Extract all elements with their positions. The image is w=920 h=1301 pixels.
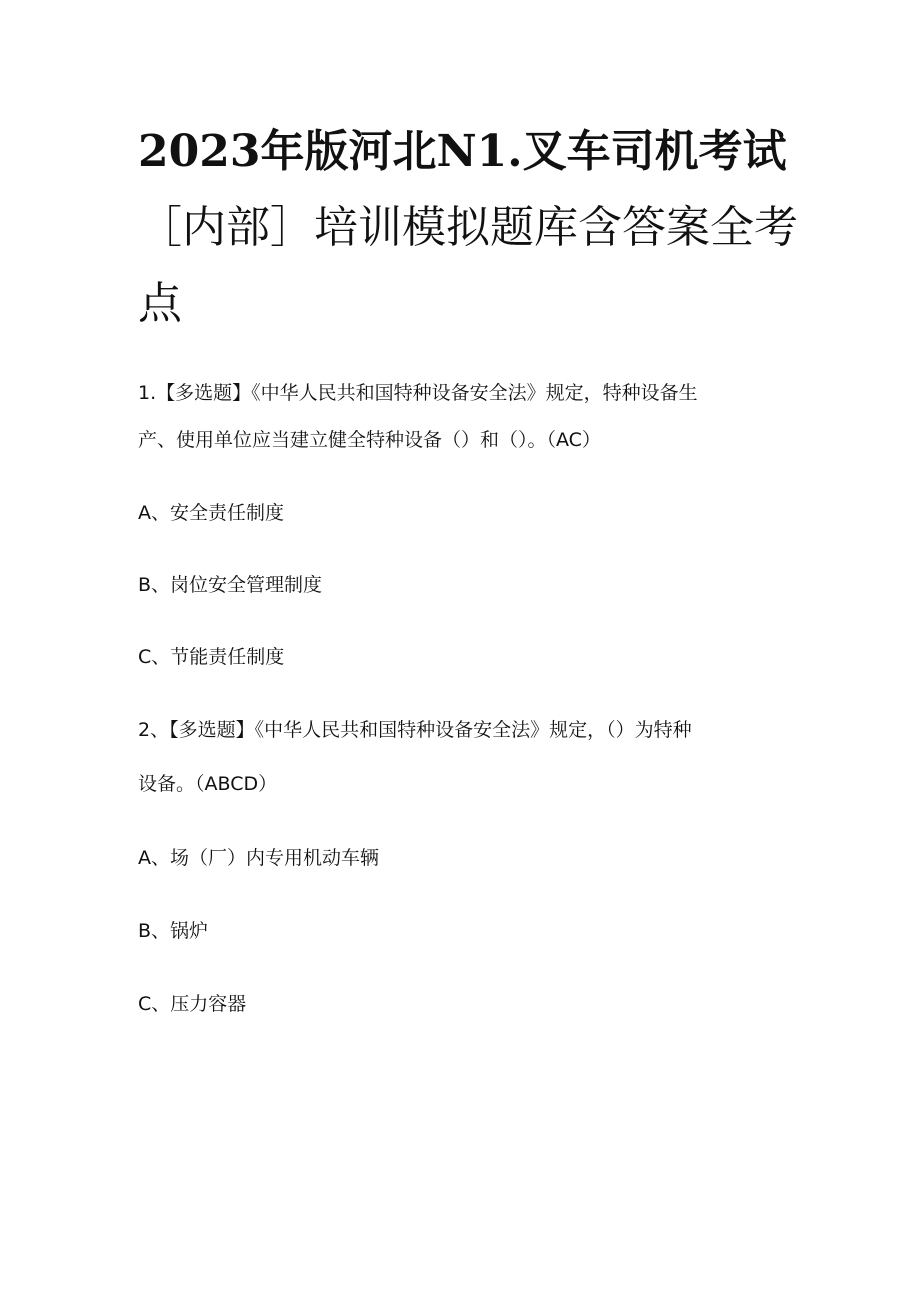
question-1-stem-line-1: 1.【多选题】《中华人民共和国特种设备安全法》规定，特种设备生 bbox=[138, 382, 698, 404]
question-2-stem-line-1: 2、【多选题】《中华人民共和国特种设备安全法》规定，（）为特种 bbox=[138, 719, 692, 741]
question-2-option-c: C、压力容器 bbox=[138, 993, 247, 1015]
question-2-option-b: B、锅炉 bbox=[138, 920, 209, 942]
title-line-2: ［内部］培训模拟题库含答案全考 bbox=[138, 202, 798, 253]
title-line-3: 点 bbox=[138, 278, 182, 329]
title-line-1: 2023年版河北N1.叉车司机考试 bbox=[138, 126, 787, 177]
question-2-option-a: A、场（厂）内专用机动车辆 bbox=[138, 847, 379, 869]
question-2-stem-line-2: 设备。（ABCD） bbox=[138, 773, 278, 795]
question-1-option-a: A、安全责任制度 bbox=[138, 502, 284, 524]
question-1-option-b: B、岗位安全管理制度 bbox=[138, 574, 323, 596]
question-1-option-c: C、节能责任制度 bbox=[138, 646, 285, 668]
question-1-stem-line-2: 产、使用单位应当建立健全特种设备（）和（）。（AC） bbox=[138, 429, 601, 451]
